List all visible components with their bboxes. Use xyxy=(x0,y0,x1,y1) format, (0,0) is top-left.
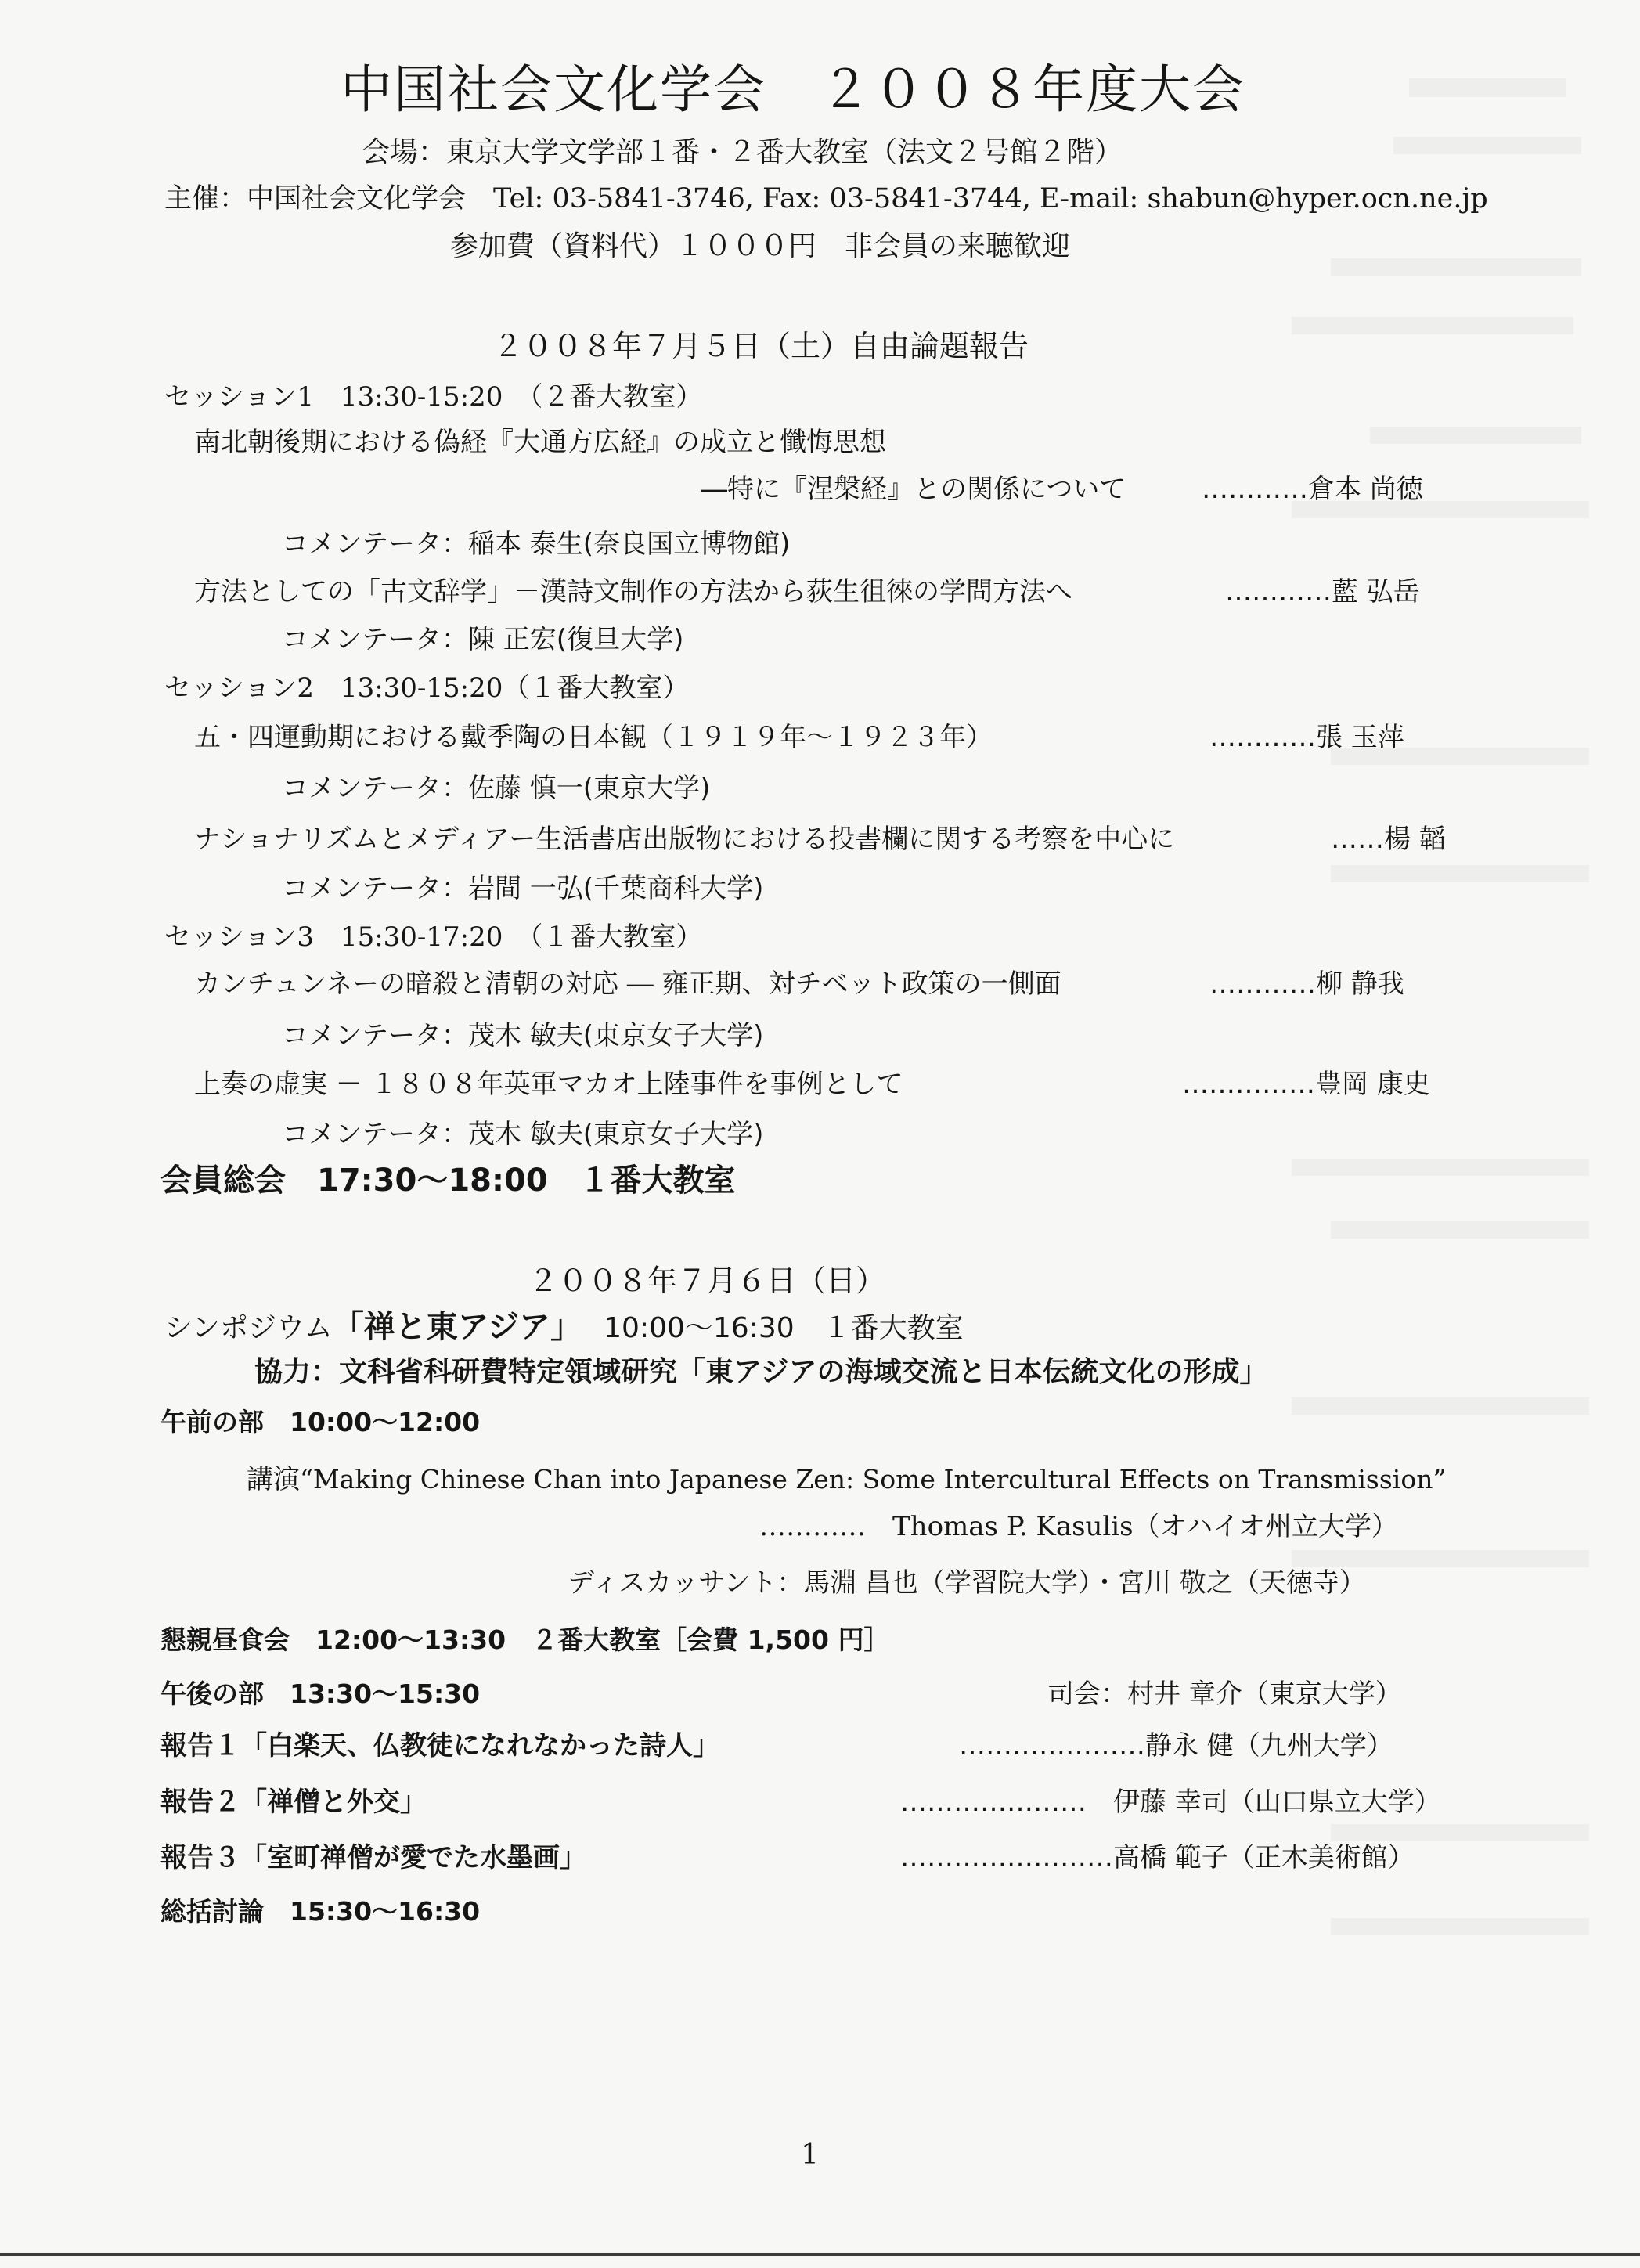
talk-title: カンチュンネーの暗殺と清朝の対応 ― 雍正期、対チベット政策の一側面 xyxy=(194,968,1061,1000)
report-title: 報告２「禅僧と外交」 xyxy=(160,1787,427,1818)
bottom-edge-rule xyxy=(0,2253,1640,2256)
talk-title: 方法としての「古文辞学」－漢詩文制作の方法から荻生徂徠の学問方法へ xyxy=(194,576,1072,608)
talk-title: ナショナリズムとメディアー生活書店出版物における投書欄に関する考察を中心に xyxy=(194,824,1175,855)
talk-title: 五・四運動期における戴季陶の日本観（１９１９年～１９２３年） xyxy=(194,722,993,753)
symposium-title: 「禅と東アジア」 xyxy=(332,1309,582,1345)
morning-session: 午前の部 10:00～12:00 xyxy=(160,1407,481,1437)
venue-line: 会場：東京大学文学部１番・２番大教室（法文２号館２階） xyxy=(362,136,1123,168)
afternoon-session: 午後の部 13:30～15:30 xyxy=(160,1678,481,1709)
page-title: 中国社会文化学会 ２００８年度大会 xyxy=(341,59,1245,120)
talk-title: 南北朝後期における偽経『大通方広経』の成立と懺悔思想 xyxy=(194,427,886,458)
lunch-line: 懇親昼食会 12:00～13:30 ２番大教室［会費 1,500 円］ xyxy=(160,1624,890,1655)
lecture-speaker: ………… Thomas P. Kasulis（オハイオ州立大学） xyxy=(759,1511,1398,1542)
talk-commentator: コメンテータ：岩間 一弘(千葉商科大学) xyxy=(282,873,764,904)
fee-line: 参加費（資料代）１０００円 非会員の来聴歓迎 xyxy=(450,230,1071,262)
talk-commentator: コメンテータ：茂木 敏夫(東京女子大学) xyxy=(282,1119,764,1150)
report-presenter: ………………… 伊藤 幸司（山口県立大学） xyxy=(900,1787,1441,1818)
talk-presenter: ……………豊岡 康史 xyxy=(1182,1069,1430,1100)
talk-title: 上奏の虚実 － １８０８年英軍マカオ上陸事件を事例として xyxy=(194,1069,903,1100)
general-meeting: 会員総会 17:30～18:00 １番大教室 xyxy=(160,1163,736,1199)
day2-heading: ２００８年７月６日（日） xyxy=(528,1264,886,1298)
symposium-time: 10:00～16:30 １番大教室 xyxy=(604,1312,964,1344)
talk-commentator: コメンテータ：陳 正宏(復旦大学) xyxy=(282,624,684,655)
talk-presenter: ……楊 韜 xyxy=(1331,824,1446,855)
session-2-heading: セッション2 13:30-15:20（１番大教室） xyxy=(164,672,690,704)
lecture-title: “Making Chinese Chan into Japanese Zen: Some Intercultural Effects on Transmission” xyxy=(300,1464,1447,1495)
report-title: 報告１「白楽天、仏教徒になれなかった詩人」 xyxy=(160,1730,719,1761)
talk-presenter: …………張 玉萍 xyxy=(1209,722,1404,753)
talk-presenter: …………柳 静我 xyxy=(1209,968,1404,1000)
talk-commentator: コメンテータ：佐藤 慎一(東京大学) xyxy=(282,773,711,804)
talk-commentator: コメンテータ：稲本 泰生(奈良国立博物館) xyxy=(282,528,791,560)
report-presenter: ……………………高橋 範子（正木美術館） xyxy=(900,1842,1415,1873)
discussants-line: ディスカッサント：馬淵 昌也（学習院大学）・宮川 敬之（天徳寺） xyxy=(568,1567,1366,1599)
cooperation-line: 協力：文科省科研費特定領域研究「東アジアの海域交流と日本伝統文化の形成」 xyxy=(254,1356,1268,1388)
talk-commentator: コメンテータ：茂木 敏夫(東京女子大学) xyxy=(282,1020,764,1051)
session-1-heading: セッション1 13:30-15:20 （２番大教室） xyxy=(164,381,703,413)
report-presenter: …………………静永 健（九州大学） xyxy=(959,1730,1393,1761)
day1-heading: ２００８年７月５日（土）自由論題報告 xyxy=(493,329,1029,363)
talk-presenter: …………藍 弘岳 xyxy=(1225,576,1420,608)
chair-line: 司会：村井 章介（東京大学） xyxy=(1047,1678,1402,1710)
lecture-label: 講演 xyxy=(247,1464,300,1495)
talk-presenter: …………倉本 尚徳 xyxy=(1202,474,1423,505)
symposium-prefix: シンポジウム xyxy=(164,1312,333,1344)
lecture-line xyxy=(247,1466,1446,1493)
session-3-heading: セッション3 15:30-17:20 （１番大教室） xyxy=(164,921,703,953)
report-title: 報告３「室町禅僧が愛でた水墨画」 xyxy=(160,1842,586,1873)
discussion-line: 総括討論 15:30～16:30 xyxy=(160,1896,481,1927)
page-number: 1 xyxy=(801,2139,819,2171)
organizer-line: 主催：中国社会文化学会 Tel: 03-5841-3746, Fax: 03-5841-3744, E-mail: shabun@hyper.ocn.ne.jp xyxy=(164,183,1488,215)
symposium-line xyxy=(164,1311,964,1343)
talk-subtitle: ―特に『涅槃経』との関係について xyxy=(701,474,1126,505)
